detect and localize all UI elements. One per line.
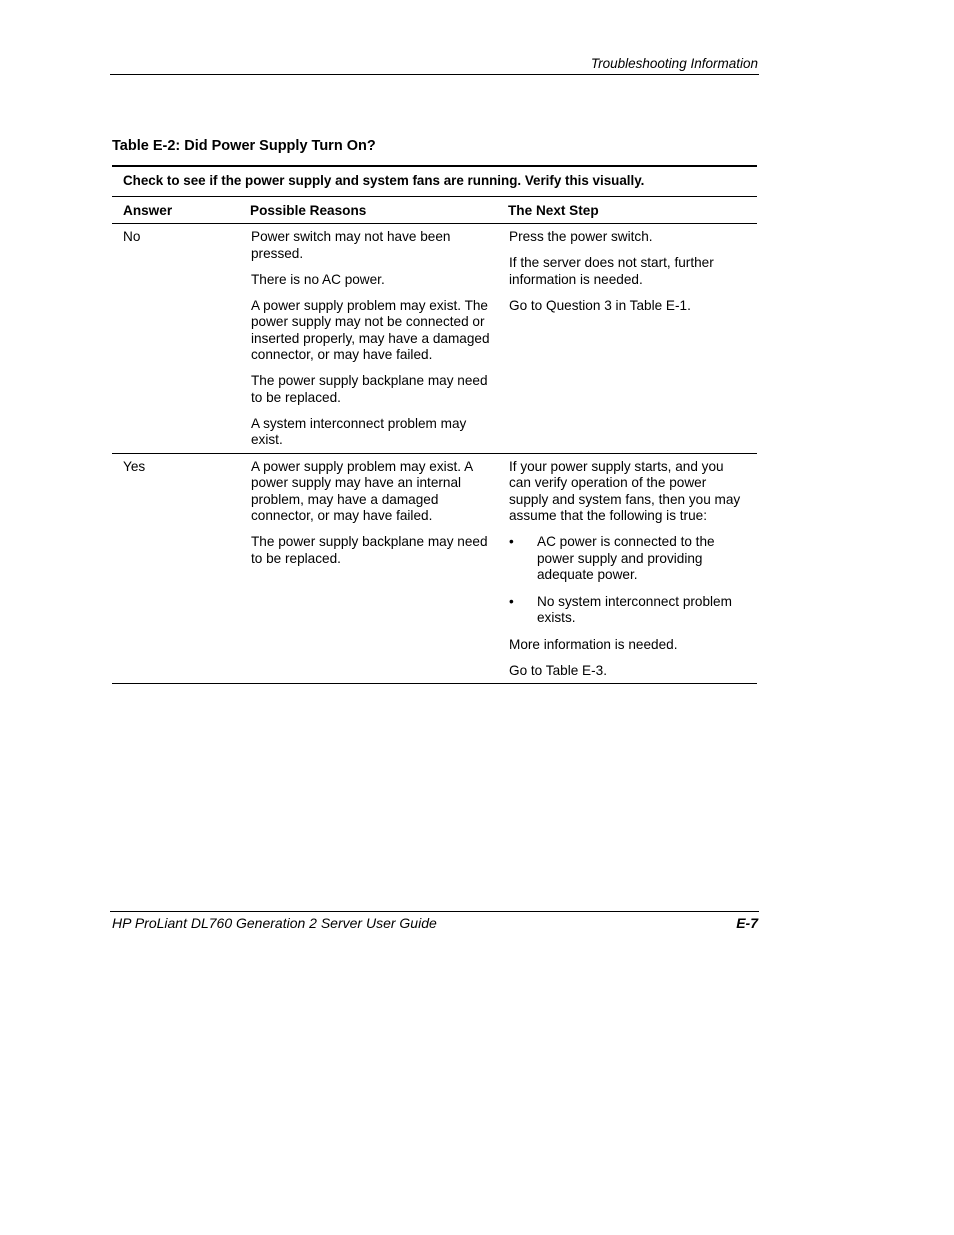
step-text: Press the power switch. [509,229,653,244]
reason-text: The power supply backplane may need to be replaced. [251,534,488,566]
footer-guide-title: HP ProLiant DL760 Generation 2 Server User Guide [112,915,437,931]
table-row [112,453,757,684]
table-row [112,224,757,454]
column-header-answer: Answer [112,196,250,224]
step-text: Go to Table E-3. [509,662,607,678]
reason-text: The power supply backplane may need to be replaced. [251,373,488,405]
table-caption: Table E-2: Did Power Supply Turn On? [112,138,376,154]
running-header: Troubleshooting Information [590,56,758,71]
bullet-icon: • [509,534,514,549]
table-intro-row [112,166,757,196]
table-header-row [112,196,757,224]
reason-text: A system interconnect problem may exist. [251,415,467,447]
answer-cell: No [112,224,250,454]
footer-rule [110,911,759,912]
next-step-cell [508,453,757,684]
bullet-text: No system interconnect problem exists. [537,593,732,625]
header-rule [110,74,759,75]
reason-text: Power switch may not have been pressed. [251,229,451,261]
reason-text: A power supply problem may exist. The power supply may not be connected or inserted properly, may have a damaged connector, or may have failed. [251,297,490,362]
troubleshooting-table [112,165,757,684]
next-step-cell [508,224,757,454]
answer-cell: Yes [112,453,250,684]
list-item [509,594,747,627]
page-number: E-7 [736,915,758,931]
step-text: If the server does not start, further information is needed. [509,255,714,287]
column-header-reasons: Possible Reasons [250,196,508,224]
bullet-text: AC power is connected to the power supply and providing adequate power. [537,534,715,582]
column-header-next-step: The Next Step [508,196,757,224]
list-item [509,534,747,584]
reasons-cell [250,224,508,454]
reason-text: There is no AC power. [251,271,385,287]
step-text: If your power supply starts, and you can verify operation of the power supply and system fans, then you may assume that the following is true: [509,458,741,523]
step-text: More information is needed. [509,636,678,652]
table-intro: Check to see if the power supply and system fans are running. Verify this visually. [112,166,757,196]
step-text: Go to Question 3 in Table E-1. [509,297,691,313]
bullet-icon: • [509,593,514,609]
table [112,165,757,684]
reasons-cell [250,453,508,684]
reason-text: A power supply problem may exist. A power supply may have an internal problem, may have a damaged connector, or may have failed. [251,458,473,523]
bullet-list [509,534,747,627]
